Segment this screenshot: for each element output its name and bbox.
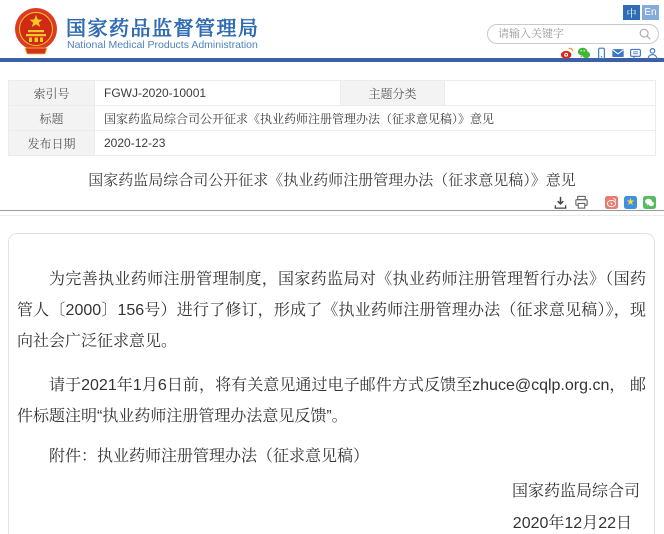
meta-value-pubdate: 2020-12-23 [95,131,655,155]
person-icon[interactable] [645,46,659,60]
print-icon[interactable] [574,195,589,210]
site-subtitle: National Medical Products Administration [67,39,258,51]
search-icon[interactable] [638,27,652,41]
article-toolbar [8,195,656,210]
share-wechat-icon[interactable] [643,196,656,209]
attachment-line: 附件：执业药师注册管理办法（征求意见稿） [49,448,370,465]
site-title: 国家药品监督管理局 [66,18,260,40]
search-input[interactable] [498,28,638,40]
meta-label-pubdate: 发布日期 [9,131,94,155]
site-header [0,0,664,62]
meta-value-index: FGWJ-2020-10001 [95,81,340,105]
national-emblem-icon [13,6,59,56]
article-content-box [8,233,655,534]
language-toggle [623,5,659,20]
share-weibo-icon[interactable] [605,196,618,209]
meta-value-title: 国家药监局综合司公开征求《执业药师注册管理办法（征求意见稿）》意见 [95,106,655,130]
weibo-icon[interactable] [560,46,574,60]
search-box[interactable] [487,24,659,44]
lang-en-button[interactable]: En [642,5,659,20]
meta-label-title: 标题 [9,106,94,130]
issue-date: 2020年12月22日 [512,515,632,532]
meta-label-index: 索引号 [9,81,94,105]
article-paragraph: 请于2021年1月6日前，将有关意见通过电子邮件方式反馈至zhuce@cqlp.org.cn， 邮件标题注明“执业药师注册管理办法意见反馈”。 [17,377,646,425]
share-favorite-icon[interactable]: ★ [624,196,637,209]
article-paragraph: 为完善执业药师注册管理制度，国家药监局对《执业药师注册管理暂行办法》（国药管人〔2000〕156号）进行了修订，形成了《执业药师注册管理办法（征求意见稿）》，现向社会广泛征求意见。 [17,271,646,350]
meta-label-category: 主题分类 [341,81,444,105]
wechat-icon[interactable] [577,46,591,60]
issuing-department: 国家药监局综合司 [511,483,640,500]
email-icon[interactable] [611,46,625,60]
document-meta-table [8,80,656,156]
social-links-row [560,46,659,60]
title-divider [0,210,664,216]
download-icon[interactable] [553,195,568,210]
meta-value-category [445,81,655,105]
comment-icon[interactable] [628,46,642,60]
mobile-icon[interactable] [594,46,608,60]
national-emblem-logo [13,6,59,56]
lang-zh-button[interactable]: 中 [623,5,640,20]
page-title: 国家药监局综合司公开征求《执业药师注册管理办法（征求意见稿）》意见 [88,172,576,189]
